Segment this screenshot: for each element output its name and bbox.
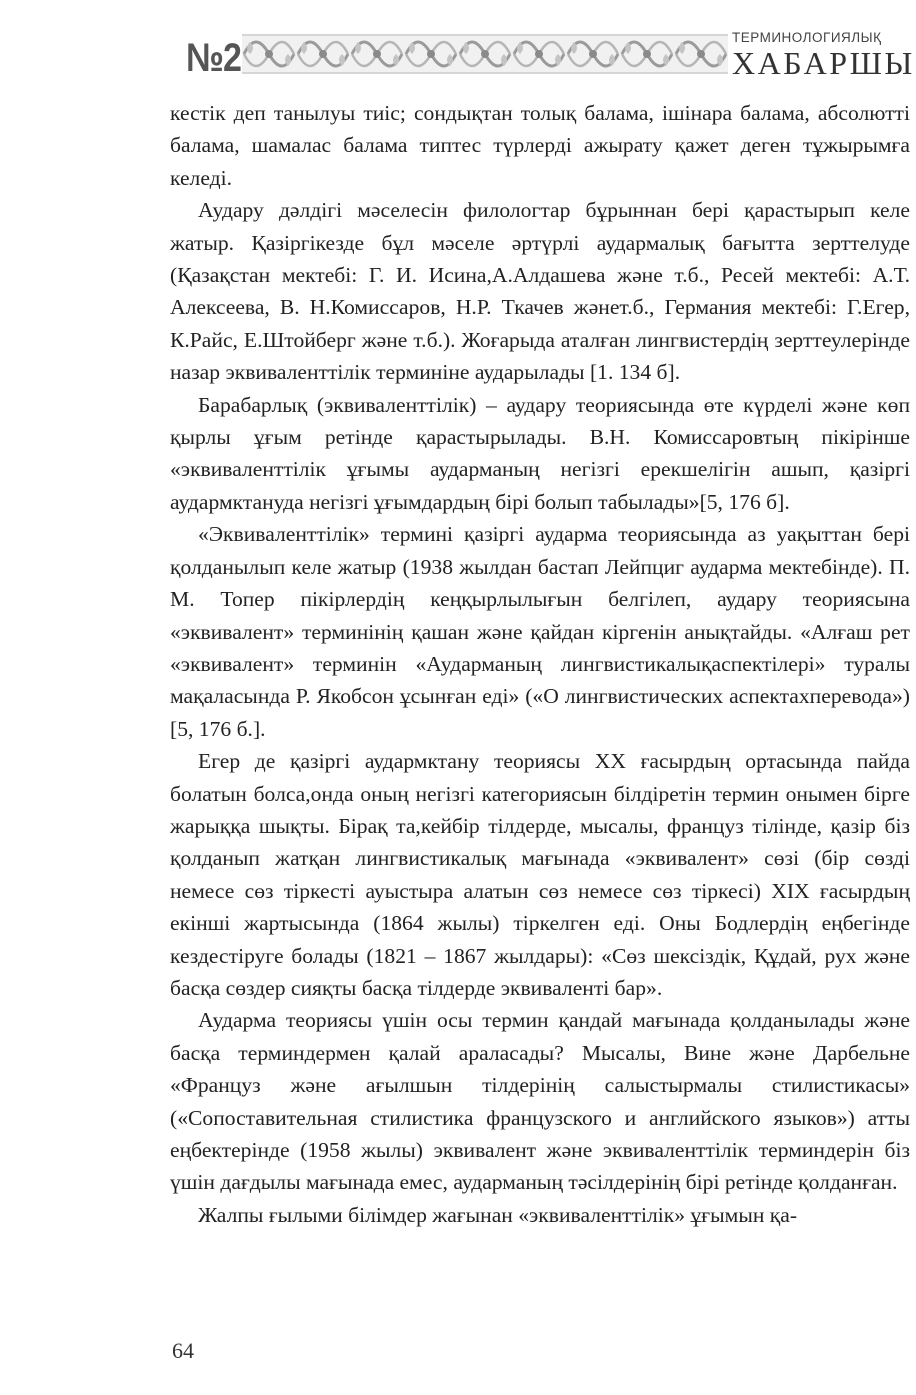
- ornament-band-icon: [242, 34, 728, 74]
- paragraph: «Эквиваленттілік» термині қазіргі аударма теориясында аз уақыттан бері қолданылып келе жатыр (1938 жылдан бастап Лейпциг аударма мектебінде). П. М. Топер пікірлердің кеңқырлылығын белгілеп, аудару теориясына «эквивалент» терминінің қашан және қайдан кіргенін анықтайды. «Алғаш рет «эквивалент» терминін «Аударманың лингвистикалықаспектілері» туралы мақаласында Р. Якобсон ұсынған еді» («О лингвистических аспектахперевода») [5, 176 б.].: [170, 522, 910, 741]
- journal-title-top: ТЕРМИНОЛОГИЯЛЫҚ: [732, 30, 882, 45]
- paragraph: кестік деп танылуы тиіс; сондықтан толық балама, ішінара балама, абсолютті балама, шамалас балама типтес түрлерді ажырату қажет деген тұжырымға келеді.: [170, 101, 910, 190]
- paragraph: Аудару дәлдігі мәселесін филологтар бұрыннан бері қарастырып келе жатыр. Қазіргікезде бұл мәселе әртүрлі аудармалық бағытта зерттелуде (Қазақстан мектебі: Г. И. Исина,А.Алдашева және т.б., Ресей мектебі: А.Т. Алексеева, В. Н.Комиссаров, Н.Р. Ткачев жәнет.б., Германия мектебі: Г.Егер, К.Райс, Е.Штойберг және т.б.). Жоғарыда аталған лингвистердің зерттеулерінде назар эквиваленттілік терминіне аударылады [1. 134 б].: [170, 198, 910, 385]
- paragraph: Аударма теориясы үшін осы термин қандай мағынада қолданылады және басқа терминдермен қалай араласады? Мысалы, Вине және Дарбельне «Француз және ағылшын тілдерінің салыстырмалы стилистикасы» («Сопоставительная стилистика французского и английского языков») атты еңбектерінде (1958 жылы) эквивалент және эквиваленттілік терминдерін біз үшін дағдылы мағынада емес, аударманың тәсілдерінің бірі ретінде қолданған.: [170, 1008, 910, 1195]
- page-header: [186, 28, 915, 84]
- journal-title-main: ХАБАРШЫ: [732, 45, 915, 81]
- issue-number: №2: [186, 36, 242, 80]
- paragraph: Жалпы ғылыми білімдер жағынан «эквиваленттілік» ұғымын қа-: [198, 1202, 798, 1227]
- paragraph: Барабарлық (эквиваленттілік) – аудару теориясында өте күрделі және көп қырлы ұғым ретінде қарастырылады. В.Н. Комиссаровтың пікірінше «эквиваленттілік ұғымы аударманың негізгі ерекшелігін ашып, қазіргі аудармктануда негізгі ұғымдардың бірі болып табылады»[5, 176 б].: [170, 392, 910, 514]
- paragraph: Егер де қазіргі аудармктану теориясы XX ғасырдың ортасында пайда болатын болса,онда оның негізгі категориясын білдіретін термин онымен бірге жарыққа шықты. Бірақ та,кейбір тілдерде, мысалы, француз тілінде, қазір біз қолданып жатқан лингвистикалық мағынада «эквивалент» сөзі (бір сөзді немесе сөз тіркесті ауыстыра алатын сөз немесе сөз тіркесі) XIX ғасырдың екінші жартысында (1864 жылы) тіркелген еді. Оны Бодлердің еңбегінде кездестіруге болады (1821 – 1867 жылдары): «Сөз шексіздік, Құдай, рух және басқа сөздер сияқты басқа тілдерде эквиваленті бар».: [170, 749, 910, 1000]
- body-text: [170, 97, 910, 1231]
- page-number: 64: [172, 1338, 194, 1363]
